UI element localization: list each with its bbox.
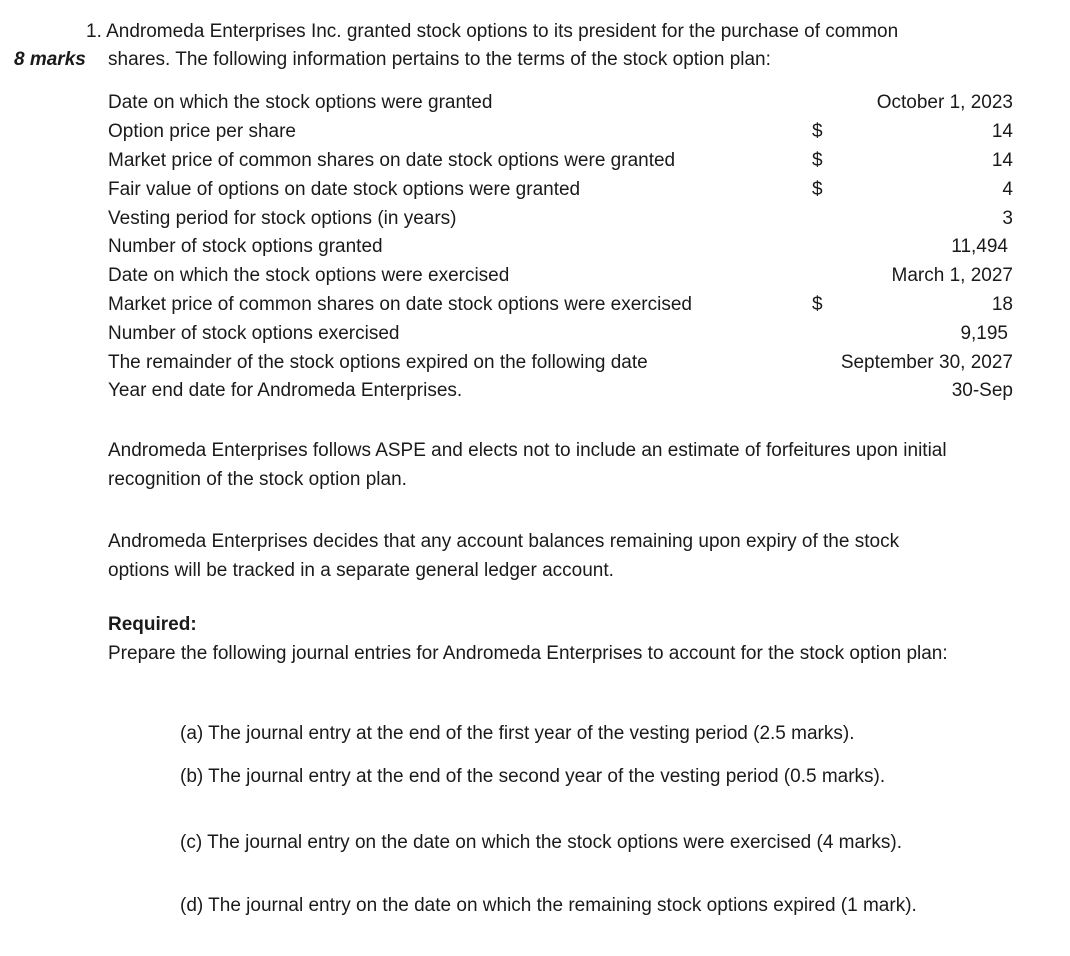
terms-row [108,294,1013,323]
term-label: Year end date for Andromeda Enterprises. [108,380,463,401]
term-dollar-sign: $ [812,294,823,315]
required-heading: Required: [108,614,197,635]
term-value: September 30, 2027 [840,352,1013,373]
term-value: 14 [991,150,1013,171]
term-value: March 1, 2027 [891,265,1013,286]
term-value: 9,195 [960,323,1008,344]
terms-row [108,208,1013,237]
required-part-c: (c) The journal entry on the date on which the stock options were exercised (4 marks). [180,832,902,853]
required-part-a: (a) The journal entry at the end of the first year of the vesting period (2.5 marks). [180,723,855,744]
term-label: Number of stock options exercised [108,323,400,344]
terms-row [108,150,1013,179]
terms-row [108,179,1013,208]
term-label: Number of stock options granted [108,236,383,257]
term-label: Date on which the stock options were exercised [108,265,510,286]
term-value: 14 [991,121,1013,142]
terms-row [108,121,1013,150]
term-dollar-sign: $ [812,179,823,200]
marks-label: 8 marks [14,49,86,70]
question-intro-line-1: 1. Andromeda Enterprises Inc. granted stock options to its president for the purchase of common [86,21,899,42]
term-label: Date on which the stock options were granted [108,92,493,113]
term-label: Option price per share [108,121,296,142]
question-intro-line-2: shares. The following information pertains to the terms of the stock option plan: [108,49,771,70]
term-value: 11,494 [951,236,1008,257]
terms-row [108,236,1013,265]
terms-row [108,323,1013,352]
aspe-paragraph: Andromeda Enterprises follows ASPE and elects not to include an estimate of forfeitures upon initial recognition of the stock option plan. [108,440,947,490]
term-label: Vesting period for stock options (in years) [108,208,457,229]
ledger-paragraph: Andromeda Enterprises decides that any account balances remaining upon expiry of the stock options will be tracked in a separate general ledger account. [108,531,900,581]
term-value: October 1, 2023 [876,92,1013,113]
term-label: Fair value of options on date stock options were granted [108,179,581,200]
terms-row [108,265,1013,294]
term-value: 4 [1002,179,1013,200]
required-instructions: Prepare the following journal entries for Andromeda Enterprises to account for the stock option plan: [108,643,948,664]
term-label: Market price of common shares on date stock options were exercised [108,294,692,315]
term-label: The remainder of the stock options expired on the following date [108,352,648,373]
term-dollar-sign: $ [812,150,823,171]
term-value: 30-Sep [951,380,1013,401]
terms-row [108,92,1013,121]
term-value: 18 [991,294,1013,315]
term-value: 3 [1002,208,1013,229]
term-label: Market price of common shares on date stock options were granted [108,150,676,171]
term-dollar-sign: $ [812,121,823,142]
required-part-d: (d) The journal entry on the date on which the remaining stock options expired (1 mark). [180,895,917,916]
required-part-b: (b) The journal entry at the end of the second year of the vesting period (0.5 marks). [180,766,886,787]
terms-row [108,380,1013,409]
terms-row [108,352,1013,381]
